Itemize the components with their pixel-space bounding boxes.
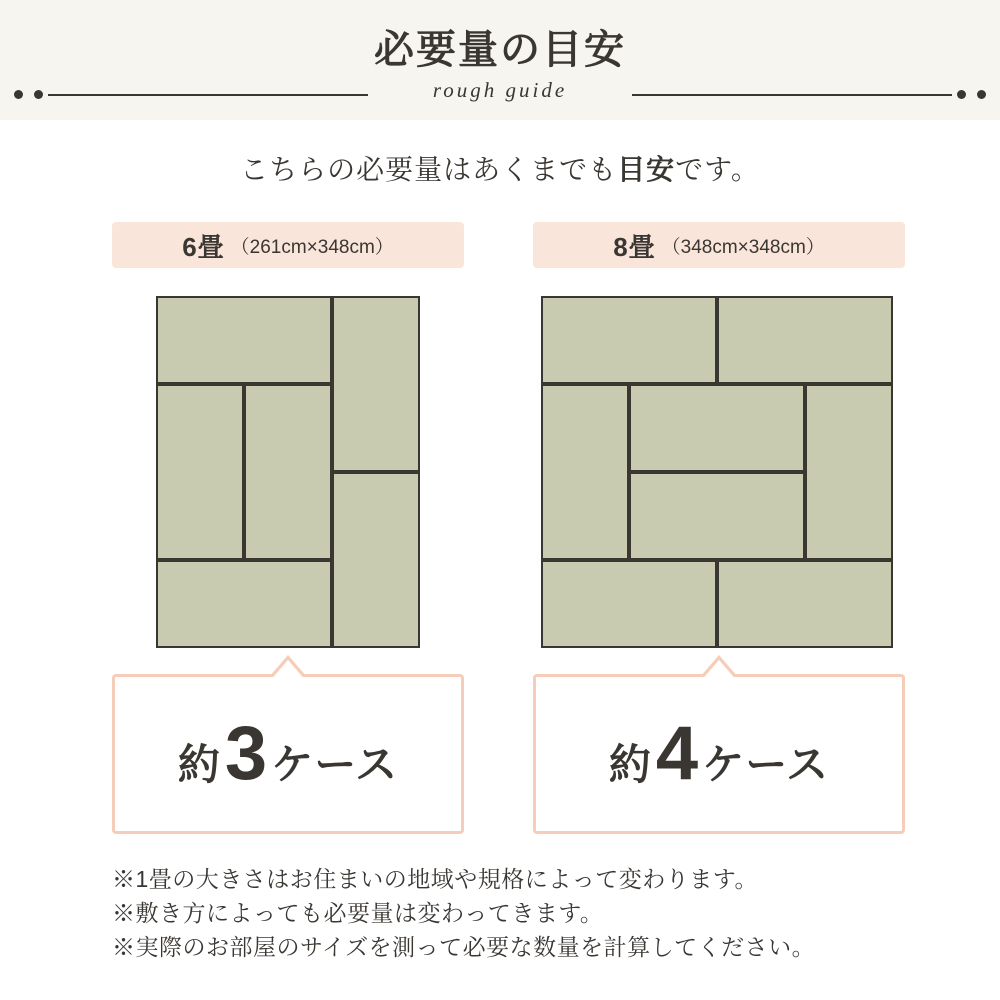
result-callout-6jo bbox=[112, 674, 464, 834]
result-prefix: 約 bbox=[608, 741, 652, 788]
tatami-mat bbox=[332, 472, 420, 648]
tatami-mat bbox=[156, 384, 244, 560]
column-8jo bbox=[533, 222, 905, 834]
tatami-mat bbox=[629, 384, 805, 472]
result-number: 3 bbox=[224, 711, 268, 796]
result-number: 4 bbox=[655, 711, 699, 796]
tatami-diagram-6jo bbox=[156, 296, 420, 648]
size-badge-dimensions: （348cm×348cm） bbox=[661, 236, 825, 258]
header-band bbox=[0, 0, 1000, 120]
result-text-8jo bbox=[608, 711, 830, 796]
tatami-mat bbox=[629, 472, 805, 560]
result-prefix: 約 bbox=[177, 741, 221, 788]
subtitle-row bbox=[0, 78, 1000, 114]
lead-text bbox=[0, 148, 1000, 188]
callout-wrap-8jo bbox=[533, 674, 905, 834]
result-unit: ケース bbox=[702, 741, 830, 788]
size-badge-jo-label: 8畳 bbox=[613, 231, 656, 262]
decor-dot bbox=[957, 90, 966, 99]
divider-right bbox=[632, 94, 952, 96]
tatami-mat bbox=[541, 560, 717, 648]
page-subtitle: rough guide bbox=[432, 78, 568, 102]
size-badge-dimensions: （261cm×348cm） bbox=[230, 236, 394, 258]
size-badge-6jo bbox=[112, 222, 464, 268]
tatami-mat bbox=[541, 296, 717, 384]
tatami-diagram-8jo bbox=[541, 296, 893, 648]
tatami-mat bbox=[805, 384, 893, 560]
note-item: ※1畳の大きさはお住まいの地域や規格によって変わります。 bbox=[112, 866, 758, 892]
callout-arrow-inner-icon bbox=[269, 660, 307, 682]
result-unit: ケース bbox=[271, 741, 399, 788]
note-item: ※敷き方によっても必要量は変わってきます。 bbox=[112, 900, 604, 927]
lead-emphasis: 目安 bbox=[617, 154, 676, 185]
column-6jo bbox=[112, 222, 464, 834]
size-badge-jo-label: 6畳 bbox=[182, 231, 225, 262]
result-text-6jo bbox=[177, 711, 399, 796]
tatami-mat bbox=[156, 296, 332, 384]
lead-before: こちらの必要量はあくまでも bbox=[240, 154, 618, 185]
notes-list bbox=[112, 862, 912, 964]
tatami-mat bbox=[244, 384, 332, 560]
tatami-mat bbox=[156, 560, 332, 648]
tatami-mat bbox=[332, 296, 420, 472]
size-badge-8jo bbox=[533, 222, 905, 268]
callout-arrow-inner-icon bbox=[700, 660, 738, 682]
note-item: ※実際のお部屋のサイズを測って必要な数量を計算してください。 bbox=[112, 934, 816, 961]
tatami-mat bbox=[541, 384, 629, 560]
page-title: 必要量の目安 bbox=[374, 28, 626, 72]
tatami-mat bbox=[717, 560, 893, 648]
callout-wrap-6jo bbox=[112, 674, 464, 834]
result-callout-8jo bbox=[533, 674, 905, 834]
tatami-mat bbox=[717, 296, 893, 384]
lead-after: です。 bbox=[675, 154, 760, 185]
decor-dot bbox=[977, 90, 986, 99]
